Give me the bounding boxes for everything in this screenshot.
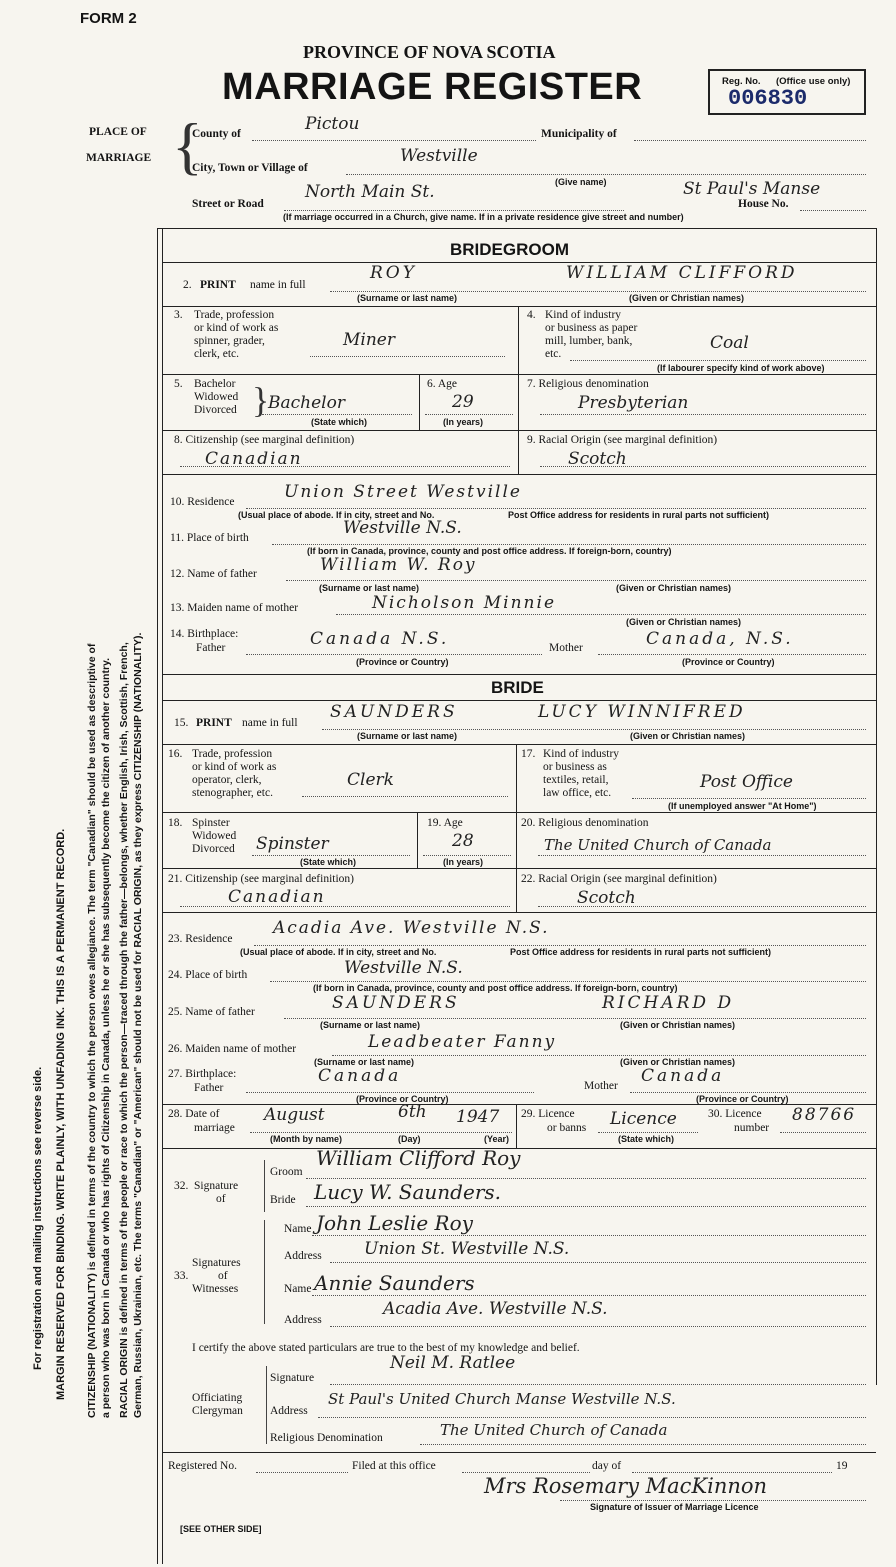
reg-number-box	[708, 69, 866, 115]
f14-mother-label: Mother	[549, 642, 583, 654]
f28-label-2: marriage	[194, 1122, 235, 1134]
place-label-2: MARRIAGE	[86, 152, 152, 164]
f19-label: 19. Age	[427, 817, 463, 829]
f10-caption-2: Post Office address for residents in rural parts not sufficient)	[508, 510, 770, 520]
bride-occupation: Clerk	[347, 770, 394, 790]
f29-label-2: or banns	[547, 1122, 587, 1134]
f17-label-1: Kind of industry	[543, 748, 620, 760]
f26-given-caption: (Given or Christian names)	[620, 1057, 736, 1067]
bride-birthplace: Westville N.S.	[344, 958, 463, 978]
f11-label: 11. Place of birth	[170, 532, 249, 544]
groom-signature: William Clifford Roy	[316, 1146, 521, 1170]
f3-label-4: clerk, etc.	[194, 348, 240, 360]
groom-mother-maiden: Nicholson Minnie	[372, 593, 557, 613]
f2-label: name in full	[250, 279, 306, 291]
f14-mother-caption: (Province or Country)	[682, 657, 775, 667]
f25-surname-caption: (Surname or last name)	[320, 1020, 421, 1030]
f5-label-2: Widowed	[194, 391, 239, 403]
f25-given-caption: (Given or Christian names)	[620, 1020, 736, 1030]
f21-label: 21. Citizenship (see marginal definition)	[168, 873, 354, 885]
groom-given: WILLIAM CLIFFORD	[566, 263, 798, 283]
marriage-month: August	[264, 1105, 325, 1125]
house-value: St Paul's Manse	[683, 179, 821, 199]
f12-label: 12. Name of father	[170, 568, 257, 580]
f15-print: PRINT	[196, 717, 232, 729]
f28-label-1: 28. Date of	[168, 1108, 220, 1120]
bride-religion: The United Church of Canada	[544, 836, 772, 854]
f2-given-caption: (Given or Christian names)	[629, 293, 745, 303]
f5-brace: }	[252, 380, 270, 420]
certify-statement: I certify the above stated particulars are true to the best of my knowledge and belief.	[192, 1342, 580, 1354]
f4-label-3: mill, lumber, bank,	[545, 335, 633, 347]
clergy-address-label: Address	[270, 1405, 308, 1417]
w1-address-label: Address	[284, 1250, 322, 1262]
f4-label-1: Kind of industry	[545, 309, 622, 321]
groom-industry: Coal	[710, 333, 749, 353]
f27-label-1: 27. Birthplace:	[168, 1068, 237, 1080]
f17-label-2: or business as	[543, 761, 607, 773]
f19-years-caption: (In years)	[443, 857, 484, 867]
clergy-label-2: Clergyman	[192, 1405, 243, 1417]
bride-mother-maiden: Leadbeater Fanny	[368, 1032, 557, 1052]
province-heading: PROVINCE OF NOVA SCOTIA	[303, 42, 556, 62]
f18-label-1: Spinster	[192, 817, 230, 829]
reg-office-note: (Office use only)	[776, 76, 851, 87]
f4-note: (If labourer specify kind of work above)	[657, 363, 825, 373]
licence-number: 88766	[792, 1105, 857, 1125]
groom-sig-label: Groom	[270, 1166, 303, 1178]
f11-caption: (If born in Canada, province, county and post office address. If foreign-born, country)	[307, 546, 672, 556]
bride-sig-label: Bride	[270, 1194, 296, 1206]
bride-age: 28	[452, 831, 474, 851]
f28-year-caption: (Year)	[484, 1134, 510, 1144]
groom-marital-status: Bachelor	[268, 393, 345, 413]
f24-label: 24. Place of birth	[168, 969, 248, 981]
f32-label-1: Signature	[194, 1180, 239, 1192]
day-of-label: day of	[592, 1460, 622, 1472]
groom-heading: BRIDEGROOM	[450, 240, 569, 259]
f4-label-4: etc.	[545, 348, 562, 360]
f29-state-caption: (State which)	[618, 1134, 675, 1144]
f18-state-caption: (State which)	[300, 857, 357, 867]
f16-label-1: Trade, profession	[192, 748, 273, 760]
groom-citizenship: Canadian	[205, 449, 303, 469]
f14-father-caption: (Province or Country)	[356, 657, 449, 667]
f23-caption-2: Post Office address for residents in rural parts not sufficient)	[510, 947, 772, 957]
f10-caption: (Usual place of abode. If in city, street and No.	[238, 510, 435, 520]
clergy-denom-label: Religious Denomination	[270, 1432, 383, 1444]
f27-mother-caption: (Province or Country)	[696, 1094, 789, 1104]
f28-month-caption: (Month by name)	[270, 1134, 342, 1144]
f18-label-3: Divorced	[192, 843, 235, 855]
f15-surname-caption: (Surname or last name)	[357, 731, 458, 741]
bride-father-given: RICHARD D	[602, 993, 735, 1013]
place-note: (If marriage occurred in a Church, give name. If in a private residence give street and number)	[283, 212, 684, 222]
w1-name-label: Name	[284, 1223, 312, 1235]
f17-note: (If unemployed answer "At Home")	[668, 801, 817, 811]
f12-given-caption: (Given or Christian names)	[616, 583, 732, 593]
f10-label: 10. Residence	[170, 496, 235, 508]
f3-label-2: or kind of work as	[194, 322, 279, 334]
witness-1-name: John Leslie Roy	[316, 1211, 473, 1235]
f14-label-2: Father	[196, 642, 226, 654]
city-label: City, Town or Village of	[192, 162, 308, 174]
place-brace: {	[172, 110, 203, 181]
marriage-day: 6th	[398, 1102, 427, 1122]
f17-label-4: law office, etc.	[543, 787, 612, 799]
f18-number: 18.	[168, 817, 183, 829]
f28-day-caption: (Day)	[398, 1134, 421, 1144]
street-label: Street or Road	[192, 198, 264, 210]
house-label: House No.	[738, 198, 789, 210]
year-prefix: 19	[836, 1460, 848, 1472]
f14-label-1: 14. Birthplace:	[170, 628, 239, 640]
city-value: Westville	[400, 146, 478, 166]
f15-label: name in full	[242, 717, 298, 729]
marriage-year: 1947	[456, 1107, 500, 1127]
street-value: North Main St.	[305, 182, 435, 202]
groom-father-name: William W. Roy	[320, 555, 477, 575]
f13-given-caption: (Given or Christian names)	[626, 617, 742, 627]
clergy-address: St Paul's United Church Manse Westville N.S.	[328, 1390, 676, 1408]
f32-label-2: of	[216, 1193, 226, 1205]
witness-2-address: Acadia Ave. Westville N.S.	[383, 1299, 608, 1319]
f33-number: 33.	[174, 1270, 189, 1282]
f15-given-caption: (Given or Christian names)	[630, 731, 746, 741]
f6-years-caption: (In years)	[443, 417, 484, 427]
groom-surname: ROY	[370, 263, 417, 283]
bride-given: LUCY WINNIFRED	[538, 702, 746, 722]
filed-label: Filed at this office	[352, 1460, 436, 1472]
f16-number: 16.	[168, 748, 183, 760]
f5-label-3: Divorced	[194, 404, 237, 416]
f5-state-caption: (State which)	[311, 417, 368, 427]
clergy-signature: Neil M. Ratlee	[390, 1353, 516, 1373]
bride-marital-status: Spinster	[256, 834, 329, 854]
bride-father-surname: SAUNDERS	[332, 993, 460, 1013]
f15-number: 15.	[174, 717, 189, 729]
county-value: Pictou	[305, 114, 360, 134]
witness-1-address: Union St. Westville N.S.	[364, 1239, 570, 1259]
bride-surname: SAUNDERS	[330, 702, 458, 722]
f5-number: 5.	[174, 378, 183, 390]
f26-surname-caption: (Surname or last name)	[314, 1057, 415, 1067]
f23-caption: (Usual place of abode. If in city, street and No.	[240, 947, 437, 957]
margin-text-f: German, Russian, Ukrainian, etc. The terms "Canadian" or "American" should not be used for RACIAL ORIGIN, as they express CITIZENSHIP (NATIONALITY).	[132, 632, 144, 1418]
f4-label-2: or business as paper	[545, 322, 638, 334]
groom-father-birthplace: Canada N.S.	[310, 629, 450, 649]
give-name-caption: (Give name)	[555, 177, 607, 187]
f9-label: 9. Racial Origin (see marginal definition)	[527, 434, 718, 446]
f8-label: 8. Citizenship (see marginal definition)	[174, 434, 355, 446]
groom-age: 29	[452, 392, 474, 412]
f3-number: 3.	[174, 309, 183, 321]
reg-label: Reg. No.	[722, 76, 761, 87]
f3-label-3: spinner, grader,	[194, 335, 265, 347]
groom-birthplace: Westville N.S.	[343, 518, 462, 538]
f16-label-4: stenographer, etc.	[192, 787, 273, 799]
municipality-label: Municipality of	[541, 128, 617, 140]
groom-racial-origin: Scotch	[568, 449, 627, 469]
groom-occupation: Miner	[343, 330, 395, 350]
f2-print: PRINT	[200, 279, 236, 291]
bride-residence: Acadia Ave. Westville N.S.	[273, 918, 550, 938]
f27-mother-label: Mother	[584, 1080, 618, 1092]
f25-label: 25. Name of father	[168, 1006, 255, 1018]
f23-label: 23. Residence	[168, 933, 233, 945]
f17-number: 17.	[521, 748, 536, 760]
issuer-signature: Mrs Rosemary MacKinnon	[484, 1474, 768, 1498]
margin-text-d: a person who was born in Canada or who has rights of Citizenship in Canada, unless he or she has subsequently become the citizen of another country.	[100, 657, 112, 1418]
f30-label-1: 30. Licence	[708, 1108, 762, 1120]
groom-residence: Union Street Westville	[284, 482, 522, 502]
outer-left-rule	[157, 228, 158, 1564]
f27-label-2: Father	[194, 1082, 224, 1094]
f18-label-2: Widowed	[192, 830, 237, 842]
groom-mother-birthplace: Canada, N.S.	[646, 629, 794, 649]
f6-label: 6. Age	[427, 378, 458, 390]
groom-religion: Presbyterian	[578, 393, 689, 413]
f30-label-2: number	[734, 1122, 770, 1134]
f22-label: 22. Racial Origin (see marginal definition)	[521, 873, 717, 885]
bride-citizenship: Canadian	[228, 887, 326, 907]
witness-2-name: Annie Saunders	[314, 1271, 475, 1295]
clergy-sig-label: Signature	[270, 1372, 315, 1384]
f29-label-1: 29. Licence	[521, 1108, 575, 1120]
margin-text-c: CITIZENSHIP (NATIONALITY) is defined in terms of the country to which the person owes allegiance. The term "Canadian" should be used as descriptive of	[86, 643, 98, 1418]
licence-or-banns: Licence	[610, 1109, 677, 1129]
f26-label: 26. Maiden name of mother	[168, 1043, 297, 1055]
w2-name-label: Name	[284, 1283, 312, 1295]
bride-heading: BRIDE	[491, 678, 544, 697]
f16-label-2: or kind of work as	[192, 761, 277, 773]
f17-label-3: textiles, retail,	[543, 774, 609, 786]
f12-surname-caption: (Surname or last name)	[319, 583, 420, 593]
f32-number: 32.	[174, 1180, 189, 1192]
bride-father-birthplace: Canada	[318, 1066, 402, 1086]
f24-caption: (If born in Canada, province, county and post office address. If foreign-born, country)	[313, 983, 678, 993]
f33-label-2: of	[218, 1270, 228, 1282]
margin-text-a: For registration and mailing instructions see reverse side.	[32, 1066, 44, 1370]
f3-label-1: Trade, profession	[194, 309, 275, 321]
bride-racial-origin: Scotch	[577, 888, 636, 908]
margin-text-e: RACIAL ORIGIN is defined in terms of the people or race to which the person—traced through the father—belongs, whether English, Irish, Scottish, French,	[118, 642, 130, 1418]
f4-number: 4.	[527, 309, 536, 321]
f16-label-3: operator, clerk,	[192, 774, 262, 786]
f2-surname-caption: (Surname or last name)	[357, 293, 458, 303]
bride-mother-birthplace: Canada	[641, 1066, 725, 1086]
page-title: MARRIAGE REGISTER	[222, 66, 643, 108]
reg-number: 006830	[728, 86, 808, 111]
f2-number: 2.	[183, 279, 192, 291]
see-other-side: [SEE OTHER SIDE]	[180, 1524, 262, 1534]
county-label: County of	[192, 128, 241, 140]
form-number: FORM 2	[80, 10, 137, 27]
clergy-label-1: Officiating	[192, 1392, 243, 1404]
registered-no-label: Registered No.	[168, 1460, 237, 1472]
f27-father-caption: (Province or Country)	[356, 1094, 449, 1104]
place-label-1: PLACE OF	[89, 126, 147, 138]
f5-label-1: Bachelor	[194, 378, 236, 390]
f7-label: 7. Religious denomination	[527, 378, 649, 390]
f33-label-1: Signatures	[192, 1257, 241, 1269]
f13-label: 13. Maiden name of mother	[170, 602, 299, 614]
bride-signature: Lucy W. Saunders.	[314, 1180, 502, 1204]
inner-left-rule	[162, 228, 163, 1564]
margin-text-b: MARGIN RESERVED FOR BINDING. WRITE PLAINLY, WITH UNFADING INK. THIS IS A PERMANENT RECORD.	[55, 828, 67, 1400]
w2-address-label: Address	[284, 1314, 322, 1326]
bride-industry: Post Office	[700, 772, 793, 792]
clergy-denomination: The United Church of Canada	[440, 1421, 668, 1439]
f20-label: 20. Religious denomination	[521, 817, 649, 829]
f33-label-3: Witnesses	[192, 1283, 239, 1295]
issuer-caption: Signature of Issuer of Marriage Licence	[590, 1502, 759, 1512]
